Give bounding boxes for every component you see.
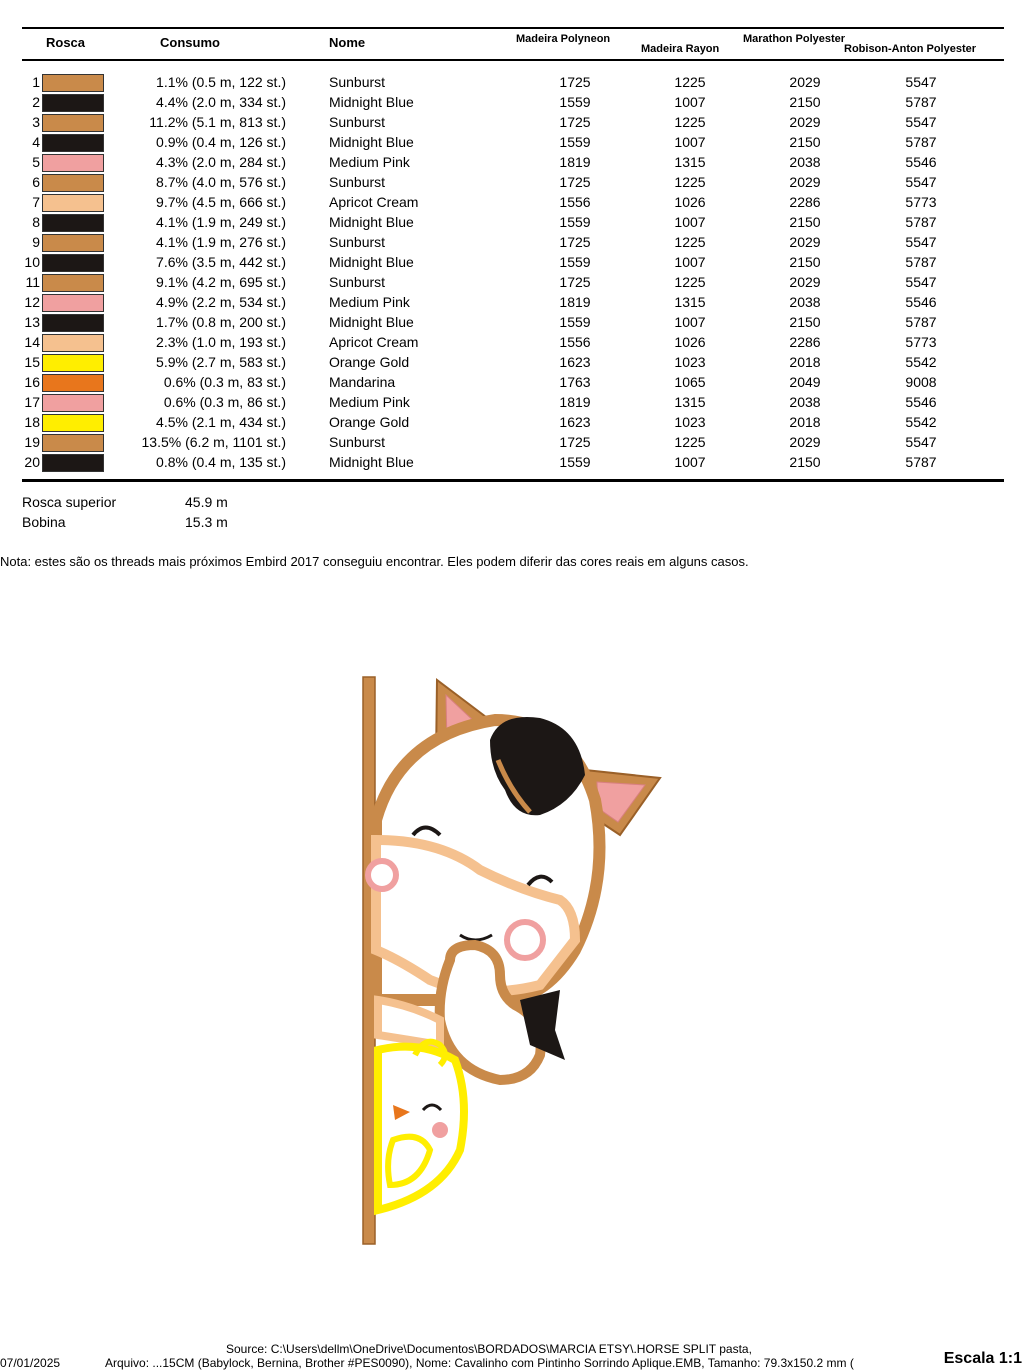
robison-cell: 5787 <box>905 214 937 230</box>
consumo-cell: 1.7% (0.8 m, 200 st.) <box>156 314 286 330</box>
header-rosca: Rosca <box>46 35 86 50</box>
table-row <box>0 332 1024 352</box>
rosca-superior-value: 45.9 m <box>185 494 228 510</box>
robison-cell: 5787 <box>905 134 937 150</box>
consumo-cell: 9.7% (4.5 m, 666 st.) <box>156 194 286 210</box>
madeira-polyneon-cell: 1559 <box>559 454 591 470</box>
top-rule <box>22 27 1004 29</box>
color-swatch <box>42 74 104 92</box>
consumo-cell: 0.9% (0.4 m, 126 st.) <box>156 134 286 150</box>
madeira-polyneon-cell: 1556 <box>559 334 591 350</box>
robison-cell: 5542 <box>905 414 937 430</box>
row-number: 9 <box>32 234 40 250</box>
madeira-polyneon-cell: 1559 <box>559 94 591 110</box>
thread-name-cell: Sunburst <box>329 114 386 130</box>
table-row <box>0 112 1024 132</box>
madeira-rayon-cell: 1026 <box>674 194 706 210</box>
thread-name-cell: Apricot Cream <box>329 194 419 210</box>
thread-name-cell: Midnight Blue <box>329 254 414 270</box>
color-swatch <box>42 194 104 212</box>
marathon-cell: 2286 <box>789 194 821 210</box>
marathon-cell: 2029 <box>789 434 821 450</box>
color-swatch <box>42 394 104 412</box>
marathon-cell: 2038 <box>789 394 821 410</box>
madeira-polyneon-cell: 1763 <box>559 374 591 390</box>
consumo-cell: 2.3% (1.0 m, 193 st.) <box>156 334 286 350</box>
row-number: 12 <box>24 294 40 310</box>
robison-cell: 5787 <box>905 454 937 470</box>
madeira-polyneon-cell: 1725 <box>559 274 591 290</box>
robison-cell: 5546 <box>905 294 937 310</box>
madeira-rayon-cell: 1225 <box>674 114 706 130</box>
madeira-rayon-cell: 1007 <box>674 134 706 150</box>
marathon-cell: 2150 <box>789 134 821 150</box>
row-number: 2 <box>32 94 40 110</box>
header-rule <box>22 59 1004 61</box>
color-swatch <box>42 274 104 292</box>
row-number: 3 <box>32 114 40 130</box>
consumo-cell: 4.1% (1.9 m, 249 st.) <box>156 214 286 230</box>
robison-cell: 5773 <box>905 194 937 210</box>
madeira-rayon-cell: 1007 <box>674 314 706 330</box>
robison-cell: 5547 <box>905 434 937 450</box>
row-number: 19 <box>24 434 40 450</box>
marathon-cell: 2029 <box>789 74 821 90</box>
consumo-cell: 4.4% (2.0 m, 334 st.) <box>156 94 286 110</box>
table-row <box>0 192 1024 212</box>
color-swatch <box>42 314 104 332</box>
table-row <box>0 412 1024 432</box>
consumo-cell: 7.6% (3.5 m, 442 st.) <box>156 254 286 270</box>
robison-cell: 5546 <box>905 154 937 170</box>
madeira-rayon-cell: 1007 <box>674 254 706 270</box>
thread-name-cell: Medium Pink <box>329 394 410 410</box>
marathon-cell: 2286 <box>789 334 821 350</box>
table-row <box>0 452 1024 472</box>
madeira-polyneon-cell: 1556 <box>559 194 591 210</box>
row-number: 13 <box>24 314 40 330</box>
consumo-cell: 11.2% (5.1 m, 813 st.) <box>149 114 286 130</box>
table-row <box>0 392 1024 412</box>
row-number: 17 <box>24 394 40 410</box>
marathon-cell: 2018 <box>789 414 821 430</box>
table-row <box>0 372 1024 392</box>
robison-cell: 5542 <box>905 354 937 370</box>
horse-cheek-right <box>507 922 543 958</box>
robison-cell: 5547 <box>905 234 937 250</box>
robison-cell: 5547 <box>905 274 937 290</box>
madeira-rayon-cell: 1026 <box>674 334 706 350</box>
madeira-polyneon-cell: 1559 <box>559 134 591 150</box>
thread-name-cell: Midnight Blue <box>329 94 414 110</box>
color-swatch <box>42 434 104 452</box>
consumo-cell: 4.5% (2.1 m, 434 st.) <box>156 414 286 430</box>
robison-cell: 5787 <box>905 314 937 330</box>
madeira-rayon-cell: 1225 <box>674 234 706 250</box>
header-nome: Nome <box>329 35 366 50</box>
header-marathon: Marathon Polyester <box>743 33 846 45</box>
madeira-rayon-cell: 1315 <box>674 154 706 170</box>
row-number: 5 <box>32 154 40 170</box>
madeira-rayon-cell: 1225 <box>674 274 706 290</box>
madeira-rayon-cell: 1315 <box>674 294 706 310</box>
table-row <box>0 172 1024 192</box>
madeira-rayon-cell: 1225 <box>674 74 706 90</box>
madeira-polyneon-cell: 1819 <box>559 154 591 170</box>
thread-name-cell: Sunburst <box>329 434 386 450</box>
madeira-rayon-cell: 1065 <box>674 374 706 390</box>
thread-name-cell: Sunburst <box>329 274 386 290</box>
table-row <box>0 232 1024 252</box>
row-number: 18 <box>24 414 40 430</box>
madeira-polyneon-cell: 1725 <box>559 114 591 130</box>
marathon-cell: 2038 <box>789 154 821 170</box>
thread-name-cell: Medium Pink <box>329 294 410 310</box>
madeira-polyneon-cell: 1725 <box>559 234 591 250</box>
thread-name-cell: Medium Pink <box>329 154 410 170</box>
color-swatch <box>42 254 104 272</box>
color-swatch <box>42 134 104 152</box>
consumo-cell: 9.1% (4.2 m, 695 st.) <box>156 274 286 290</box>
table-row <box>0 292 1024 312</box>
thread-name-cell: Sunburst <box>329 234 386 250</box>
color-swatch <box>42 174 104 192</box>
marathon-cell: 2018 <box>789 354 821 370</box>
color-swatch <box>42 354 104 372</box>
rosca-superior-label: Rosca superior <box>22 494 117 510</box>
thread-name-cell: Midnight Blue <box>329 134 414 150</box>
color-swatch <box>42 414 104 432</box>
row-number: 8 <box>32 214 40 230</box>
row-number: 1 <box>32 74 40 90</box>
thread-name-cell: Apricot Cream <box>329 334 419 350</box>
horse-cheek-left <box>368 861 396 889</box>
thread-name-cell: Midnight Blue <box>329 314 414 330</box>
robison-cell: 9008 <box>905 374 937 390</box>
row-number: 4 <box>32 134 40 150</box>
marathon-cell: 2029 <box>789 114 821 130</box>
madeira-rayon-cell: 1315 <box>674 394 706 410</box>
robison-cell: 5547 <box>905 174 937 190</box>
madeira-rayon-cell: 1007 <box>674 214 706 230</box>
bobina-value: 15.3 m <box>185 514 228 530</box>
chick-cheek <box>432 1122 448 1138</box>
robison-cell: 5787 <box>905 94 937 110</box>
footer-date: 07/01/2025 <box>0 1356 61 1370</box>
consumo-cell: 4.1% (1.9 m, 276 st.) <box>156 234 286 250</box>
robison-cell: 5547 <box>905 74 937 90</box>
thread-name-cell: Midnight Blue <box>329 214 414 230</box>
table-row <box>0 432 1024 452</box>
madeira-polyneon-cell: 1819 <box>559 394 591 410</box>
table-row <box>0 252 1024 272</box>
header-madeira-polyneon: Madeira Polyneon <box>516 33 611 45</box>
embroidery-preview <box>340 660 680 1260</box>
consumo-cell: 0.6% (0.3 m, 83 st.) <box>163 374 286 390</box>
marathon-cell: 2029 <box>789 274 821 290</box>
header-consumo: Consumo <box>160 35 220 50</box>
madeira-rayon-cell: 1023 <box>674 354 706 370</box>
thread-name-cell: Sunburst <box>329 174 386 190</box>
row-number: 14 <box>24 334 40 350</box>
madeira-polyneon-cell: 1623 <box>559 414 591 430</box>
row-number: 10 <box>24 254 40 270</box>
marathon-cell: 2150 <box>789 454 821 470</box>
table-row <box>0 152 1024 172</box>
marathon-cell: 2038 <box>789 294 821 310</box>
consumo-cell: 1.1% (0.5 m, 122 st.) <box>156 74 286 90</box>
row-number: 16 <box>24 374 40 390</box>
header-madeira-rayon: Madeira Rayon <box>641 43 720 55</box>
header-robison: Robison-Anton Polyester <box>844 43 977 55</box>
row-number: 6 <box>32 174 40 190</box>
thread-name-cell: Midnight Blue <box>329 454 414 470</box>
consumo-cell: 13.5% (6.2 m, 1101 st.) <box>141 434 286 450</box>
madeira-polyneon-cell: 1623 <box>559 354 591 370</box>
madeira-polyneon-cell: 1725 <box>559 434 591 450</box>
madeira-polyneon-cell: 1559 <box>559 214 591 230</box>
color-swatch <box>42 94 104 112</box>
color-swatch <box>42 214 104 232</box>
madeira-polyneon-cell: 1559 <box>559 254 591 270</box>
row-number: 7 <box>32 194 40 210</box>
scale-label: Escala 1:1 <box>943 1350 1022 1367</box>
color-swatch <box>42 234 104 252</box>
note-text: Nota: estes são os threads mais próximos Embird 2017 conseguiu encontrar. Eles podem diferir das cores reais em alguns casos. <box>0 554 749 569</box>
robison-cell: 5547 <box>905 114 937 130</box>
robison-cell: 5773 <box>905 334 937 350</box>
color-swatch <box>42 114 104 132</box>
thread-name-cell: Orange Gold <box>329 414 410 430</box>
table-row <box>0 212 1024 232</box>
marathon-cell: 2049 <box>789 374 821 390</box>
consumo-cell: 0.8% (0.4 m, 135 st.) <box>156 454 286 470</box>
madeira-rayon-cell: 1023 <box>674 414 706 430</box>
row-number: 15 <box>24 354 40 370</box>
marathon-cell: 2150 <box>789 214 821 230</box>
consumo-cell: 8.7% (4.0 m, 576 st.) <box>156 174 286 190</box>
madeira-polyneon-cell: 1819 <box>559 294 591 310</box>
madeira-rayon-cell: 1007 <box>674 454 706 470</box>
row-number: 20 <box>24 454 40 470</box>
footer-file: Arquivo: ...15CM (Babylock, Bernina, Brother #PES0090), Nome: Cavalinho com Pintinho Sorrindo Aplique.EMB, Tamanho: 79.3x150.2 mm ( <box>105 1356 854 1370</box>
color-swatch <box>42 374 104 392</box>
color-swatch <box>42 334 104 352</box>
row-number: 11 <box>25 274 40 290</box>
footer-source: Source: C:\Users\dellm\OneDrive\Documentos\BORDADOS\MARCIA ETSY\.HORSE SPLIT pasta, <box>226 1342 752 1356</box>
madeira-polyneon-cell: 1725 <box>559 174 591 190</box>
madeira-rayon-cell: 1225 <box>674 434 706 450</box>
marathon-cell: 2150 <box>789 314 821 330</box>
marathon-cell: 2150 <box>789 254 821 270</box>
table-row <box>0 92 1024 112</box>
consumo-cell: 4.9% (2.2 m, 534 st.) <box>156 294 286 310</box>
consumo-cell: 4.3% (2.0 m, 284 st.) <box>156 154 286 170</box>
table-row <box>0 132 1024 152</box>
table-row <box>0 352 1024 372</box>
table-row <box>0 272 1024 292</box>
marathon-cell: 2029 <box>789 174 821 190</box>
table-row <box>0 72 1024 92</box>
color-swatch <box>42 154 104 172</box>
madeira-rayon-cell: 1225 <box>674 174 706 190</box>
color-swatch <box>42 294 104 312</box>
consumo-cell: 5.9% (2.7 m, 583 st.) <box>156 354 286 370</box>
marathon-cell: 2029 <box>789 234 821 250</box>
robison-cell: 5546 <box>905 394 937 410</box>
madeira-rayon-cell: 1007 <box>674 94 706 110</box>
thread-name-cell: Orange Gold <box>329 354 410 370</box>
madeira-polyneon-cell: 1725 <box>559 74 591 90</box>
thread-name-cell: Sunburst <box>329 74 386 90</box>
table-bottom-rule <box>22 479 1004 482</box>
marathon-cell: 2150 <box>789 94 821 110</box>
color-swatch <box>42 454 104 472</box>
madeira-polyneon-cell: 1559 <box>559 314 591 330</box>
table-row <box>0 312 1024 332</box>
robison-cell: 5787 <box>905 254 937 270</box>
consumo-cell: 0.6% (0.3 m, 86 st.) <box>163 394 286 410</box>
thread-name-cell: Mandarina <box>329 374 396 390</box>
bobina-label: Bobina <box>22 514 66 530</box>
